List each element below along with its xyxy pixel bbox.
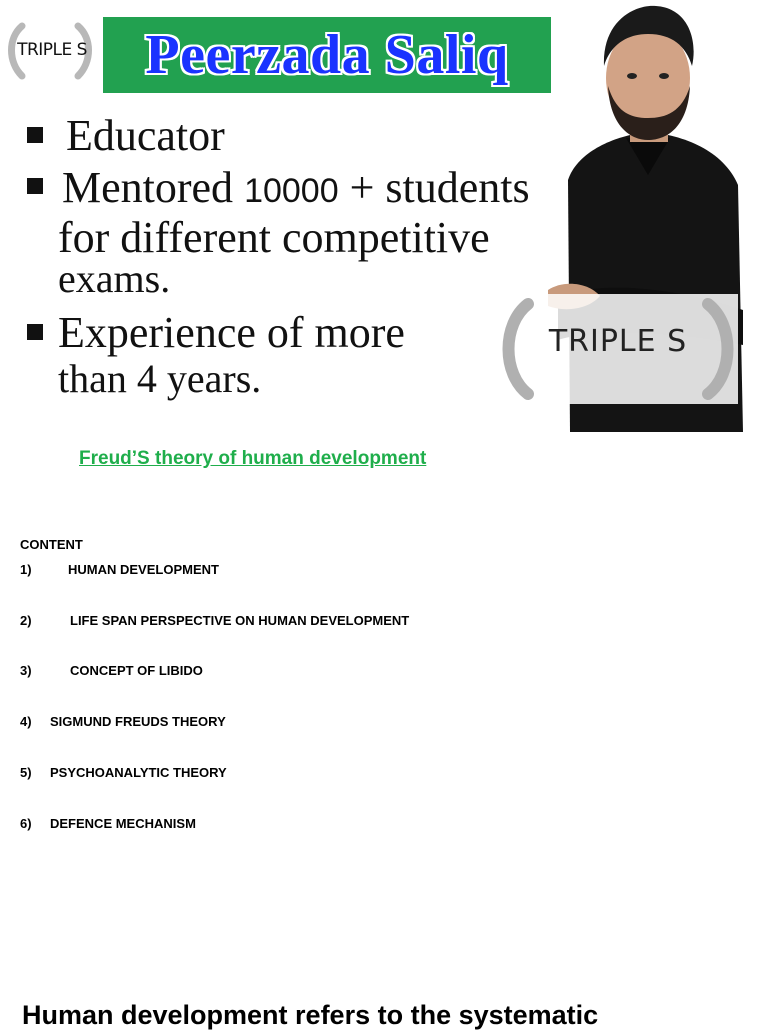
bullet-mentored-post: + students [338, 163, 530, 212]
bullet-mentored-number: 10000 [244, 172, 339, 210]
content-heading: CONTENT [20, 537, 83, 552]
toc-number: 5) [20, 765, 32, 780]
toc-number: 6) [20, 816, 32, 831]
bullet-educator: Educator [66, 111, 225, 160]
name-banner [103, 17, 551, 93]
bullet-experience-cont: than 4 years. [58, 356, 262, 401]
bullet-square [27, 324, 43, 340]
triple-s-logo-small [8, 20, 92, 80]
toc-number: 1) [20, 562, 32, 577]
bullet-mentored-pre: Mentored [62, 163, 245, 212]
toc-text: SIGMUND FREUDS THEORY [50, 714, 226, 729]
document-title[interactable]: Freud’S theory of human development [79, 448, 427, 469]
bullet-square [27, 127, 43, 143]
toc-text: DEFENCE MECHANISM [50, 816, 196, 831]
bullet-experience: Experience of more [58, 308, 405, 357]
toc-text: CONCEPT OF LIBIDO [70, 663, 203, 678]
logo-large-text: TRIPLE S [548, 324, 688, 359]
toc-text: HUMAN DEVELOPMENT [68, 562, 219, 577]
bullet-mentored [62, 162, 530, 213]
presenter-name: Peerzada Saliq [145, 24, 509, 86]
toc-text: PSYCHOANALYTIC THEORY [50, 765, 227, 780]
triple-s-logo-large [498, 294, 738, 404]
toc-number: 3) [20, 663, 32, 678]
bullet-mentored-cont2: exams. [58, 256, 171, 301]
section-heading: Human development refers to the systematic [22, 1000, 599, 1030]
bullet-square [27, 178, 43, 194]
toc-number: 4) [20, 714, 32, 729]
logo-small-text: TRIPLE S [17, 40, 87, 60]
toc-text: LIFE SPAN PERSPECTIVE ON HUMAN DEVELOPMENT [70, 613, 410, 628]
bullet-mentored-cont1: for different competitive [58, 213, 490, 262]
toc-number: 2) [20, 613, 32, 628]
